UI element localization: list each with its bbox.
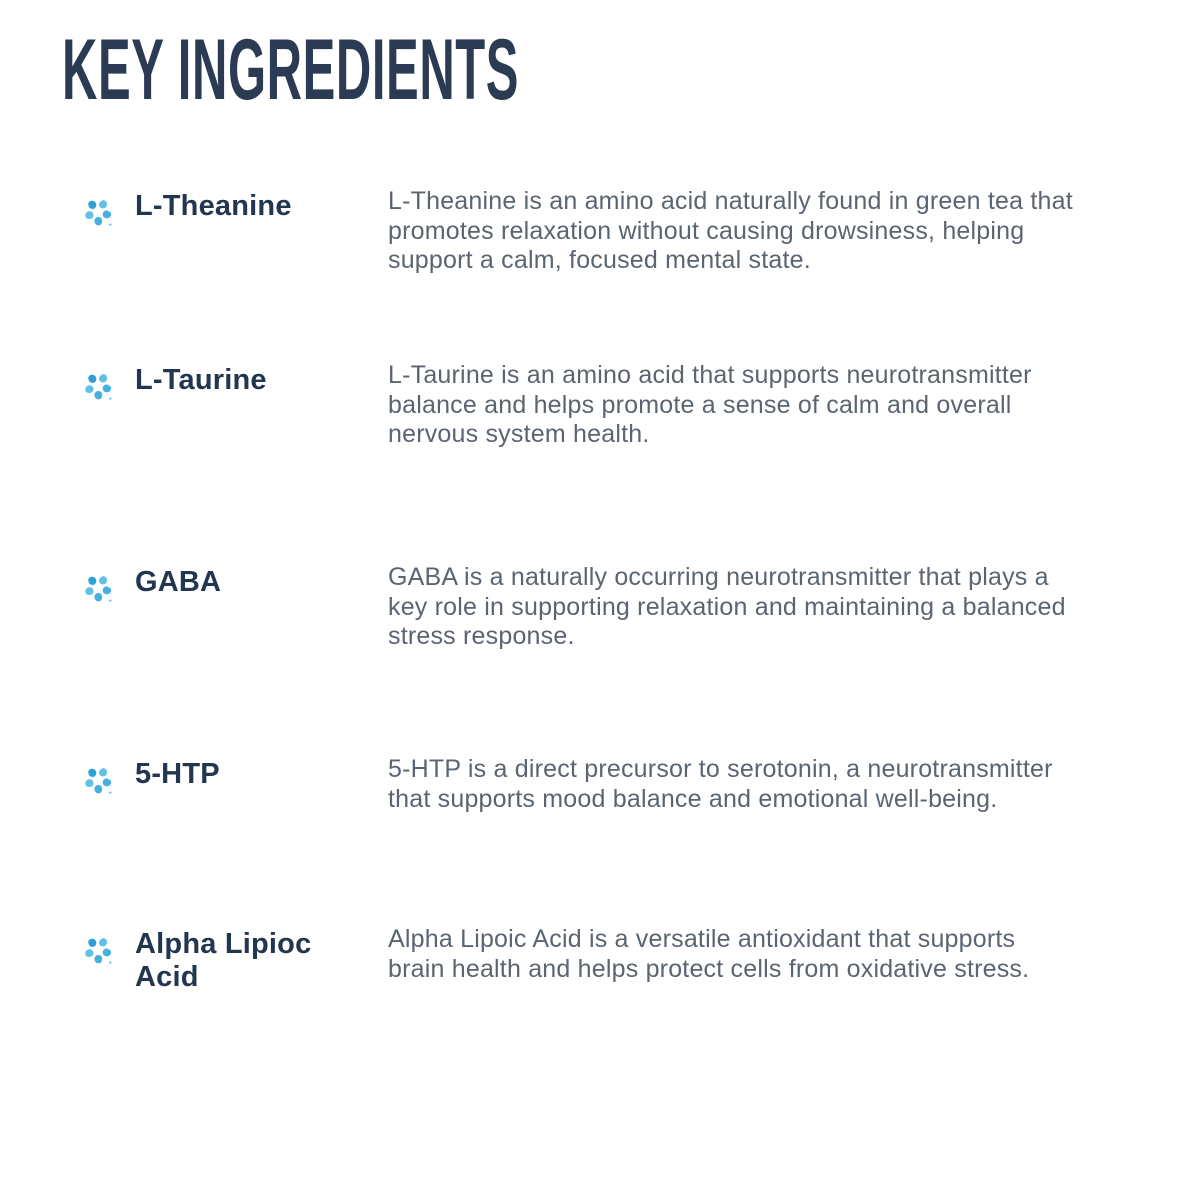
ingredient-description: L-Taurine is an amino acid that supports neurotransmitter balance and helps promote a sense of calm and overall nervous system health. (388, 361, 1032, 448)
ingredient-name: GABA (135, 566, 222, 598)
ingredient-description: L-Theanine is an amino acid naturally found in green tea that promotes relaxation without causing drowsiness, helping support a calm, focused mental state. (388, 187, 1073, 274)
droplets-icon (82, 370, 114, 402)
ingredient-description: Alpha Lipoic Acid is a versatile antioxidant that supports brain health and helps protect cells from oxidative stress. (388, 925, 1030, 983)
ingredient-name: 5-HTP (135, 758, 220, 790)
page-title: KEY INGREDIENTS (62, 22, 520, 118)
droplets-icon (82, 196, 114, 228)
ingredient-description: 5-HTP is a direct precursor to serotonin, a neurotransmitter that supports mood balance and emotional well-being. (388, 755, 1053, 813)
droplets-icon (82, 764, 114, 796)
ingredient-name: Alpha Lipioc Acid (135, 928, 312, 993)
droplets-icon (82, 934, 114, 966)
ingredient-name: L-Taurine (135, 364, 267, 396)
ingredient-name: L-Theanine (135, 190, 292, 222)
ingredient-description: GABA is a naturally occurring neurotransmitter that plays a key role in supporting relaxation and maintaining a balanced stress response. (388, 563, 1066, 650)
droplets-icon (82, 572, 114, 604)
